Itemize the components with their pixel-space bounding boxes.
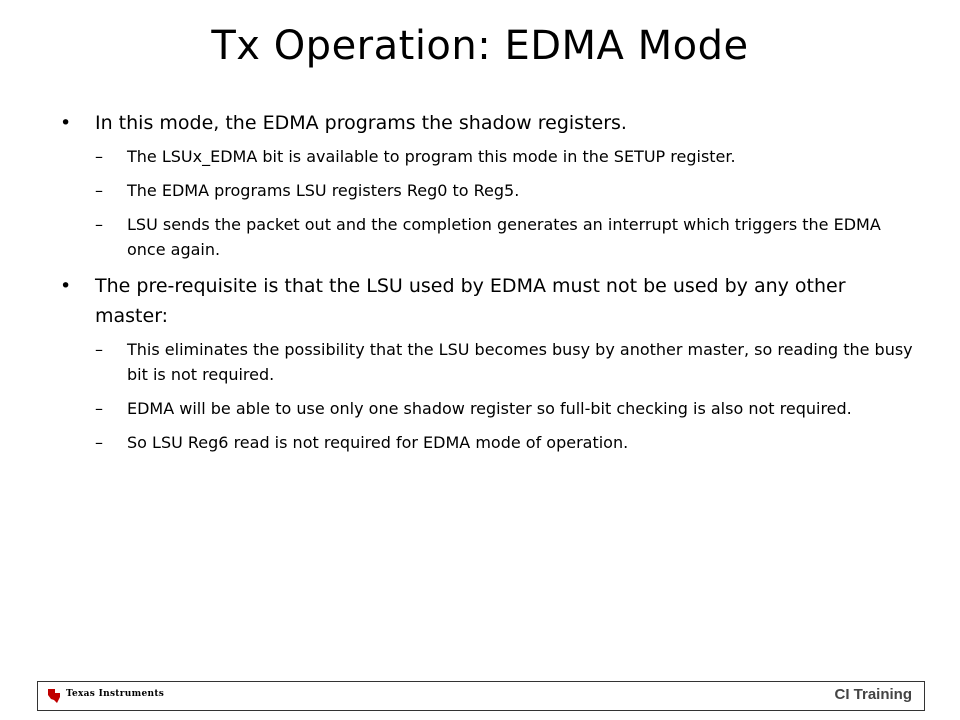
sub-bullet-item	[60, 337, 920, 387]
bullet-item	[60, 271, 920, 331]
sub-bullet-text: So LSU Reg6 read is not required for EDMA mode of operation.	[127, 433, 629, 452]
dash-icon: –	[95, 433, 103, 452]
sub-bullet-text: LSU sends the packet out and the completion generates an interrupt which triggers the EDMA once again.	[127, 215, 881, 259]
sub-bullet-text: The LSUx_EDMA bit is available to program this mode in the SETUP register.	[127, 147, 736, 166]
sub-bullet-text: EDMA will be able to use only one shadow register so full-bit checking is also not required.	[127, 399, 852, 418]
bullet-item	[60, 108, 920, 138]
bullet-text: In this mode, the EDMA programs the shadow registers.	[95, 112, 627, 134]
bullet-icon: •	[60, 112, 72, 134]
sub-bullet-text: This eliminates the possibility that the LSU becomes busy by another master, so reading the busy bit is not required.	[127, 340, 913, 384]
sub-bullet-item	[60, 178, 920, 203]
footer-bar	[37, 681, 925, 711]
sub-bullet-item	[60, 430, 920, 455]
company-name: Texas Instruments	[66, 689, 165, 699]
sub-bullet-item	[60, 396, 920, 421]
sub-bullet-item	[60, 212, 920, 262]
dash-icon: –	[95, 399, 103, 418]
sub-bullet-list	[60, 144, 920, 262]
dash-icon: –	[95, 215, 103, 234]
sub-bullet-item	[60, 144, 920, 169]
training-label: CI Training	[834, 686, 912, 703]
slide-content	[60, 108, 920, 464]
dash-icon: –	[95, 147, 103, 166]
slide-title: Tx Operation: EDMA Mode	[211, 23, 749, 69]
texas-state-logo-icon	[46, 688, 62, 704]
bullet-text: The pre-requisite is that the LSU used by EDMA must not be used by any other master:	[95, 275, 846, 327]
dash-icon: –	[95, 340, 103, 359]
bullet-icon: •	[60, 275, 72, 297]
sub-bullet-text: The EDMA programs LSU registers Reg0 to Reg5.	[127, 181, 520, 200]
dash-icon: –	[95, 181, 103, 200]
sub-bullet-list	[60, 337, 920, 455]
